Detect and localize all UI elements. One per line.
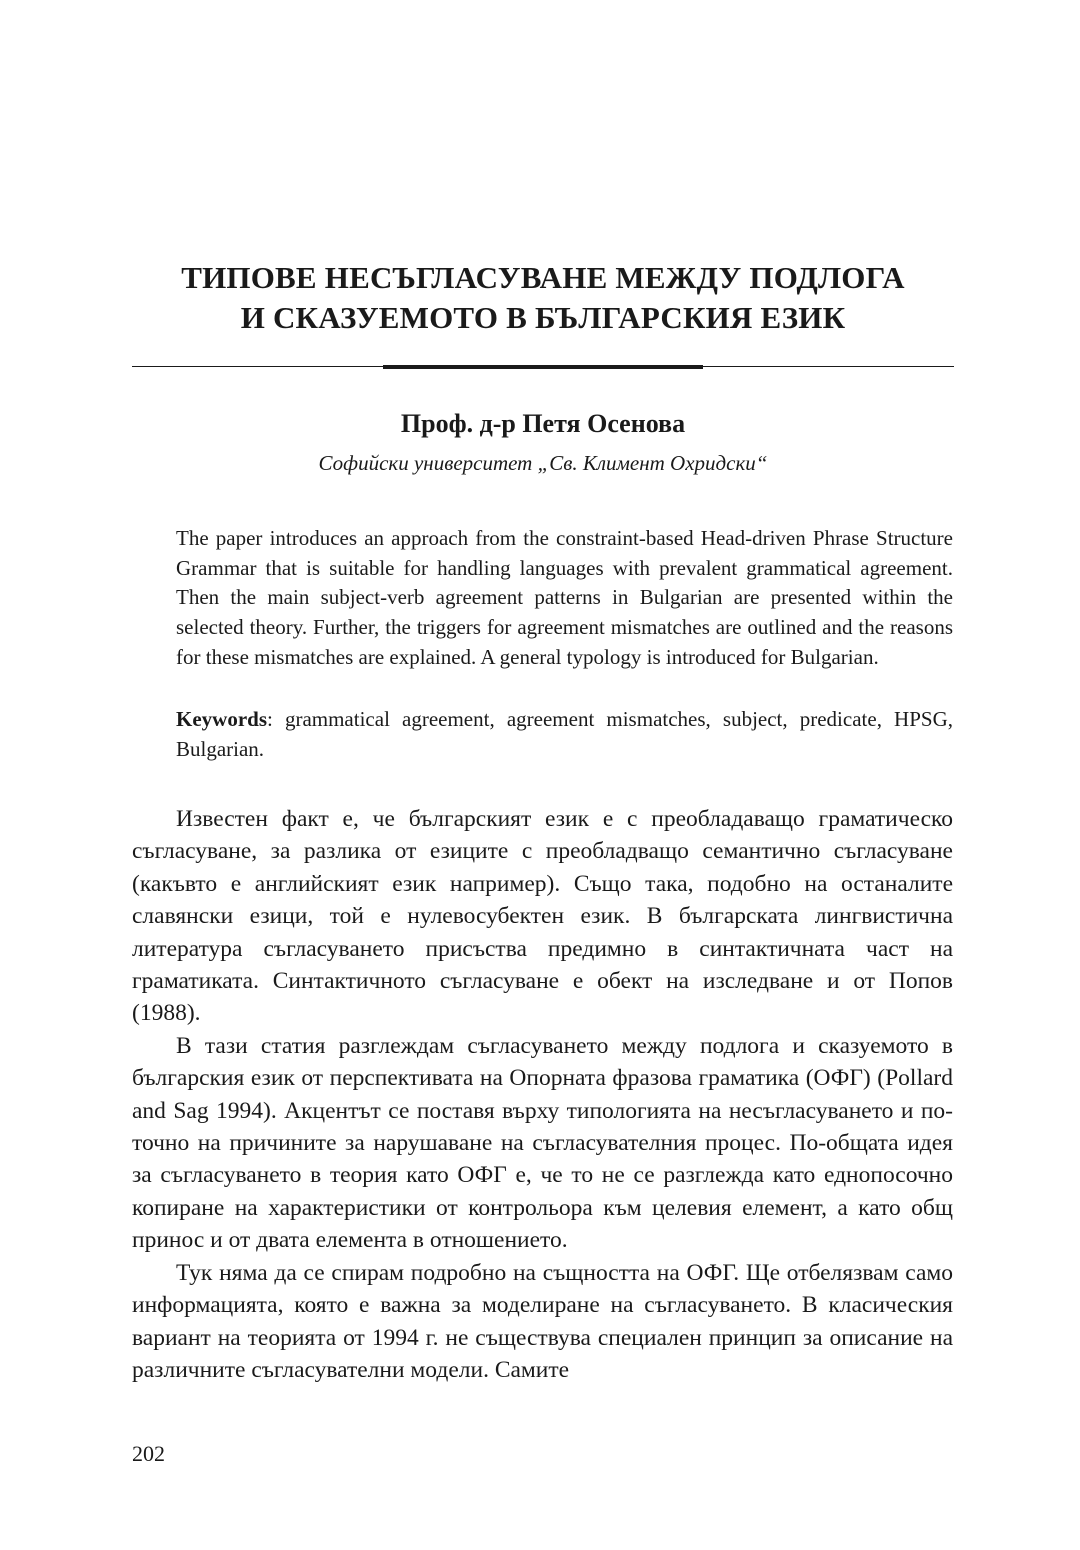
article-title-line-2: И СКАЗУЕМОТО В БЪЛГАРСКИЯ ЕЗИК bbox=[240, 300, 846, 335]
body-paragraph-3: Тук няма да се спирам подробно на същността на ОФГ. Ще отбелязвам само информацията, която е важна за моделиране на съгласуването. В класическия вариант на теорията от 1994 г. не съществува специален принцип за описание на различните съгласувателни модели. Самите bbox=[132, 1259, 953, 1383]
article-title bbox=[132, 258, 954, 338]
author-affiliation: Софийски университет „Св. Климент Охридски“ bbox=[318, 451, 768, 475]
body-paragraph-1: Известен факт е, че българският език е с преобладаващо граматическо съгласуване, за разлика от езиците с преоблaдващо семантично съгласуване (какъвто е английският език например). Също така, подобно на останалите славянски езици, той е нулевосубектен език. В българската лингвистична литература съгласуването присъства предимно в синтактичната част на граматиката. Синтактичното съгласуване е обект на изследване и от Попов (1988). bbox=[132, 806, 953, 1027]
article-title-line-1: ТИПОВЕ НЕСЪГЛАСУВАНЕ МЕЖДУ ПОДЛОГА bbox=[181, 260, 905, 295]
title-divider-thick bbox=[383, 365, 703, 369]
author-name: Проф. д-р Петя Осенова bbox=[400, 409, 686, 438]
keywords bbox=[176, 705, 953, 764]
page-number: 202 bbox=[132, 1441, 165, 1466]
body-text bbox=[132, 803, 953, 1386]
abstract: The paper introduces an approach from the constraint-based Head-driven Phrase Structure Grammar that is suitable for handling languages with prevalent grammatical agreement. Then the main subject-verb agreement patterns in Bulgarian are presented within the selected theory. Further, the triggers for agreement mismatches are outlined and the reasons for these mismatches are explained. A general typology is introduced for Bulgarian. bbox=[176, 526, 953, 669]
body-paragraph-2: В тази статия разглеждам съгласуването между подлога и сказуемото в българския език от перспективата на Опорната фразова граматика (ОФГ) (Pollard and Sag 1994). Акцентът се поставя върху типологията на несъгласуването и по-точно на причините за нарушаване на съгласувателния процес. По-общата идея за съгласуването в теория като ОФГ е, че то не се разглежда като еднопосочно копиране на характеристики от контрольора към целевия елемент, а като общ принос и от двата елемента в отношението. bbox=[132, 1032, 953, 1254]
keywords-label: Keywords bbox=[176, 707, 267, 731]
keywords-list: : grammatical agreement, agreement mismatches, subject, predicate, HPSG, Bulgarian. bbox=[176, 707, 953, 761]
